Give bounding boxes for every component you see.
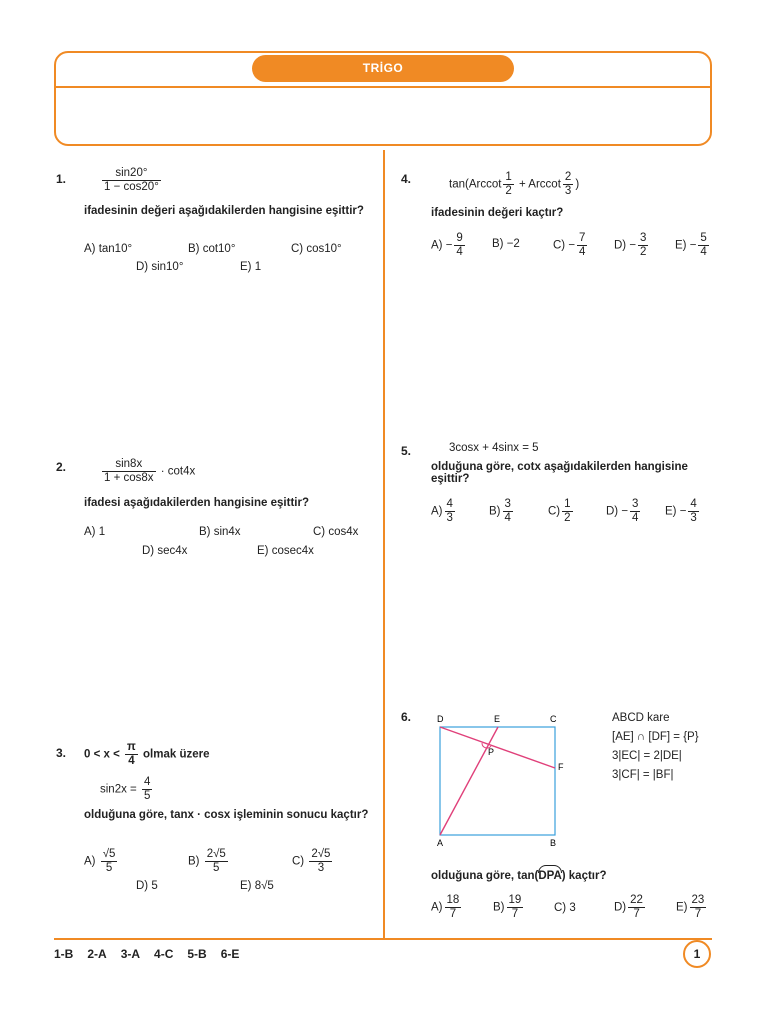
q5-a-den: 3 <box>446 512 453 524</box>
q4-e-den: 4 <box>700 246 707 258</box>
q3-eq-num: 4 <box>143 776 151 788</box>
q5-c-num: 1 <box>564 498 571 510</box>
q6-prompt-lead: olduğuna göre, tan( <box>431 870 539 882</box>
q5-b-den: 4 <box>504 512 511 524</box>
q6-a-label: A) <box>431 901 443 914</box>
q4-option-b: B) −2 <box>492 238 520 250</box>
q6-a-num: 18 <box>446 894 460 906</box>
q5-b-label: B) <box>489 505 501 518</box>
q5-option-c <box>548 498 575 525</box>
question-1-number: 1. <box>56 172 67 186</box>
question-3-number: 3. <box>56 746 67 760</box>
q3-option-d: D) 5 <box>136 880 158 892</box>
answer-key <box>54 947 253 961</box>
q5-option-d <box>606 498 642 525</box>
q3-cond-tail: olmak üzere <box>143 748 210 761</box>
header-divider <box>56 86 712 88</box>
q4-f2-den: 3 <box>564 185 572 197</box>
q3-b-label: B) <box>188 855 200 868</box>
question-2-number: 2. <box>56 460 67 474</box>
q4-c-label: C) − <box>553 239 576 252</box>
q6-arc-label <box>538 870 561 882</box>
q5-b-num: 3 <box>504 498 511 510</box>
q4-option-d <box>614 232 650 259</box>
q5-c-den: 2 <box>564 512 571 524</box>
q3-b-num: 2√5 <box>206 848 226 860</box>
label-c: C <box>550 714 557 724</box>
label-b: B <box>550 838 557 848</box>
q6-info-2: 3|EC| = 2|DE| <box>612 750 682 762</box>
label-p: P <box>488 747 495 757</box>
q4-mid: + Arccot <box>519 178 561 191</box>
label-a: A <box>437 838 444 848</box>
footer-rule <box>54 938 712 940</box>
q4-lead: tan(Arccot <box>449 178 502 191</box>
q3-b-den: 5 <box>205 861 228 875</box>
question-4-prompt: ifadesinin değeri kaçtır? <box>431 207 564 219</box>
q5-option-e <box>665 498 701 525</box>
q3-cond-lead: 0 < x < <box>84 748 120 761</box>
q4-d-den: 2 <box>640 246 647 258</box>
q4-f1-num: 1 <box>505 171 512 183</box>
q5-e-den: 3 <box>690 512 697 524</box>
question-1-expression <box>100 167 163 194</box>
q1-option-c: C) cos10° <box>291 243 342 255</box>
question-2-expression <box>100 458 195 485</box>
q3-cond-den: 4 <box>125 754 138 768</box>
q5-a-num: 4 <box>446 498 453 510</box>
q4-a-label: A) − <box>431 239 453 252</box>
q1-numerator: sin20° <box>115 167 148 179</box>
q6-arc-text: DPA <box>538 870 562 882</box>
q4-a-num: 9 <box>456 232 463 244</box>
segment-ae <box>440 727 498 835</box>
q4-option-e <box>675 232 711 259</box>
q1-option-b: B) cot10° <box>188 243 236 255</box>
question-2-prompt: ifadesi aşağıdakilerden hangisine eşittir? <box>84 497 309 509</box>
question-3-equation <box>100 776 154 803</box>
answer-2: 2-A <box>87 947 107 961</box>
answer-5: 5-B <box>187 947 207 961</box>
q1-option-e: E) 1 <box>240 261 262 273</box>
q6-info-0: ABCD kare <box>612 712 670 724</box>
q3-cond-num: π <box>127 741 136 753</box>
q6-b-label: B) <box>493 901 505 914</box>
question-1-prompt: ifadesinin değeri aşağıdakilerden hangisine eşittir? <box>84 205 364 217</box>
q3-a-den: 5 <box>101 861 118 875</box>
q3-option-e: E) 8√5 <box>240 880 274 892</box>
q4-e-label: E) − <box>675 239 697 252</box>
q6-b-num: 19 <box>508 894 522 906</box>
q6-option-b <box>493 894 525 921</box>
q6-d-label: D) <box>614 901 627 914</box>
question-4-expression <box>449 171 579 198</box>
answer-3: 3-A <box>120 947 141 961</box>
q4-c-num: 7 <box>579 232 586 244</box>
q4-a-den: 4 <box>456 246 463 258</box>
q6-info-3: 3|CF| = |BF| <box>612 769 674 781</box>
q3-a-label: A) <box>84 855 96 868</box>
q4-d-label: D) − <box>614 239 637 252</box>
q4-f1-den: 2 <box>505 185 512 197</box>
page-number: 1 <box>683 940 711 968</box>
q6-e-label: E) <box>676 901 688 914</box>
q4-e-num: 5 <box>700 232 707 244</box>
q3-eq-den: 5 <box>143 790 151 802</box>
q4-option-c <box>553 232 589 259</box>
q3-eq-lead: sin2x = <box>100 783 137 796</box>
q5-option-b <box>489 498 515 525</box>
q4-c-den: 4 <box>579 246 586 258</box>
question-3-condition <box>84 741 210 768</box>
arc-mark <box>538 865 561 873</box>
q2-numerator: sin8x <box>115 458 143 470</box>
q5-d-den: 4 <box>632 512 639 524</box>
q2-tail: · cot4x <box>160 465 196 478</box>
q4-f2-num: 2 <box>564 171 572 183</box>
q5-a-label: A) <box>431 505 443 518</box>
q5-option-a <box>431 498 457 525</box>
q1-denominator: 1 − cos20° <box>104 181 159 193</box>
q2-denominator: 1 + cos8x <box>104 472 154 484</box>
q6-a-den: 7 <box>445 907 462 921</box>
square-figure <box>430 710 570 850</box>
answer-4: 4-C <box>154 947 174 961</box>
q6-e-num: 23 <box>691 894 705 906</box>
q6-info-1: [AE] ∩ [DF] = {P} <box>612 731 699 743</box>
q5-d-num: 3 <box>632 498 639 510</box>
label-f: F <box>558 762 564 772</box>
q2-option-a: A) 1 <box>84 526 106 538</box>
question-5-prompt: olduğuna göre, cotx aşağıdakilerden hangisine eşittir? <box>431 461 688 485</box>
q6-e-den: 7 <box>690 907 707 921</box>
q2-option-e: E) cosec4x <box>257 545 314 557</box>
q3-c-label: C) <box>292 855 305 868</box>
q6-d-num: 22 <box>630 894 643 906</box>
q2-option-d: D) sec4x <box>142 545 188 557</box>
q5-c-label: C) <box>548 505 561 518</box>
q3-c-num: 2√5 <box>311 848 331 860</box>
q4-option-a <box>431 232 467 259</box>
q3-a-num: √5 <box>102 848 116 860</box>
q5-e-label: E) − <box>665 505 687 518</box>
question-5-number: 5. <box>401 444 412 458</box>
q6-option-a <box>431 894 463 921</box>
label-e: E <box>494 714 501 724</box>
q6-d-den: 7 <box>628 907 645 921</box>
page-title: TRİGO <box>252 55 514 82</box>
segment-df <box>440 727 555 768</box>
q3-option-c <box>292 848 334 875</box>
q1-option-a: A) tan10° <box>84 243 133 255</box>
answer-1: 1-B <box>54 947 74 961</box>
q2-option-b: B) sin4x <box>199 526 241 538</box>
q5-e-num: 4 <box>690 498 697 510</box>
question-6-info <box>612 709 699 785</box>
q6-b-den: 7 <box>507 907 524 921</box>
question-6-prompt <box>431 870 607 882</box>
q6-option-d <box>614 894 647 921</box>
q6-option-c: C) 3 <box>554 902 576 914</box>
q4-d-num: 3 <box>640 232 647 244</box>
question-5-given: 3cosx + 4sinx = 5 <box>449 442 539 454</box>
column-divider <box>383 150 385 938</box>
question-3-prompt: olduğuna göre, tanx · cosx işleminin sonucu kaçtır? <box>84 809 369 821</box>
q4-close: ) <box>575 178 580 191</box>
question-6-number: 6. <box>401 710 412 724</box>
q6-prompt-tail: ) kaçtır? <box>561 870 607 882</box>
question-4-number: 4. <box>401 172 412 186</box>
answer-6: 6-E <box>220 947 240 961</box>
square-abcd <box>440 727 555 835</box>
q1-option-d: D) sin10° <box>136 261 184 273</box>
q6-option-e <box>676 894 708 921</box>
q3-option-a <box>84 848 119 875</box>
q3-c-den: 3 <box>309 861 332 875</box>
q3-option-b <box>188 848 230 875</box>
label-d: D <box>437 714 444 724</box>
q5-d-label: D) − <box>606 505 629 518</box>
q2-option-c: C) cos4x <box>313 526 359 538</box>
